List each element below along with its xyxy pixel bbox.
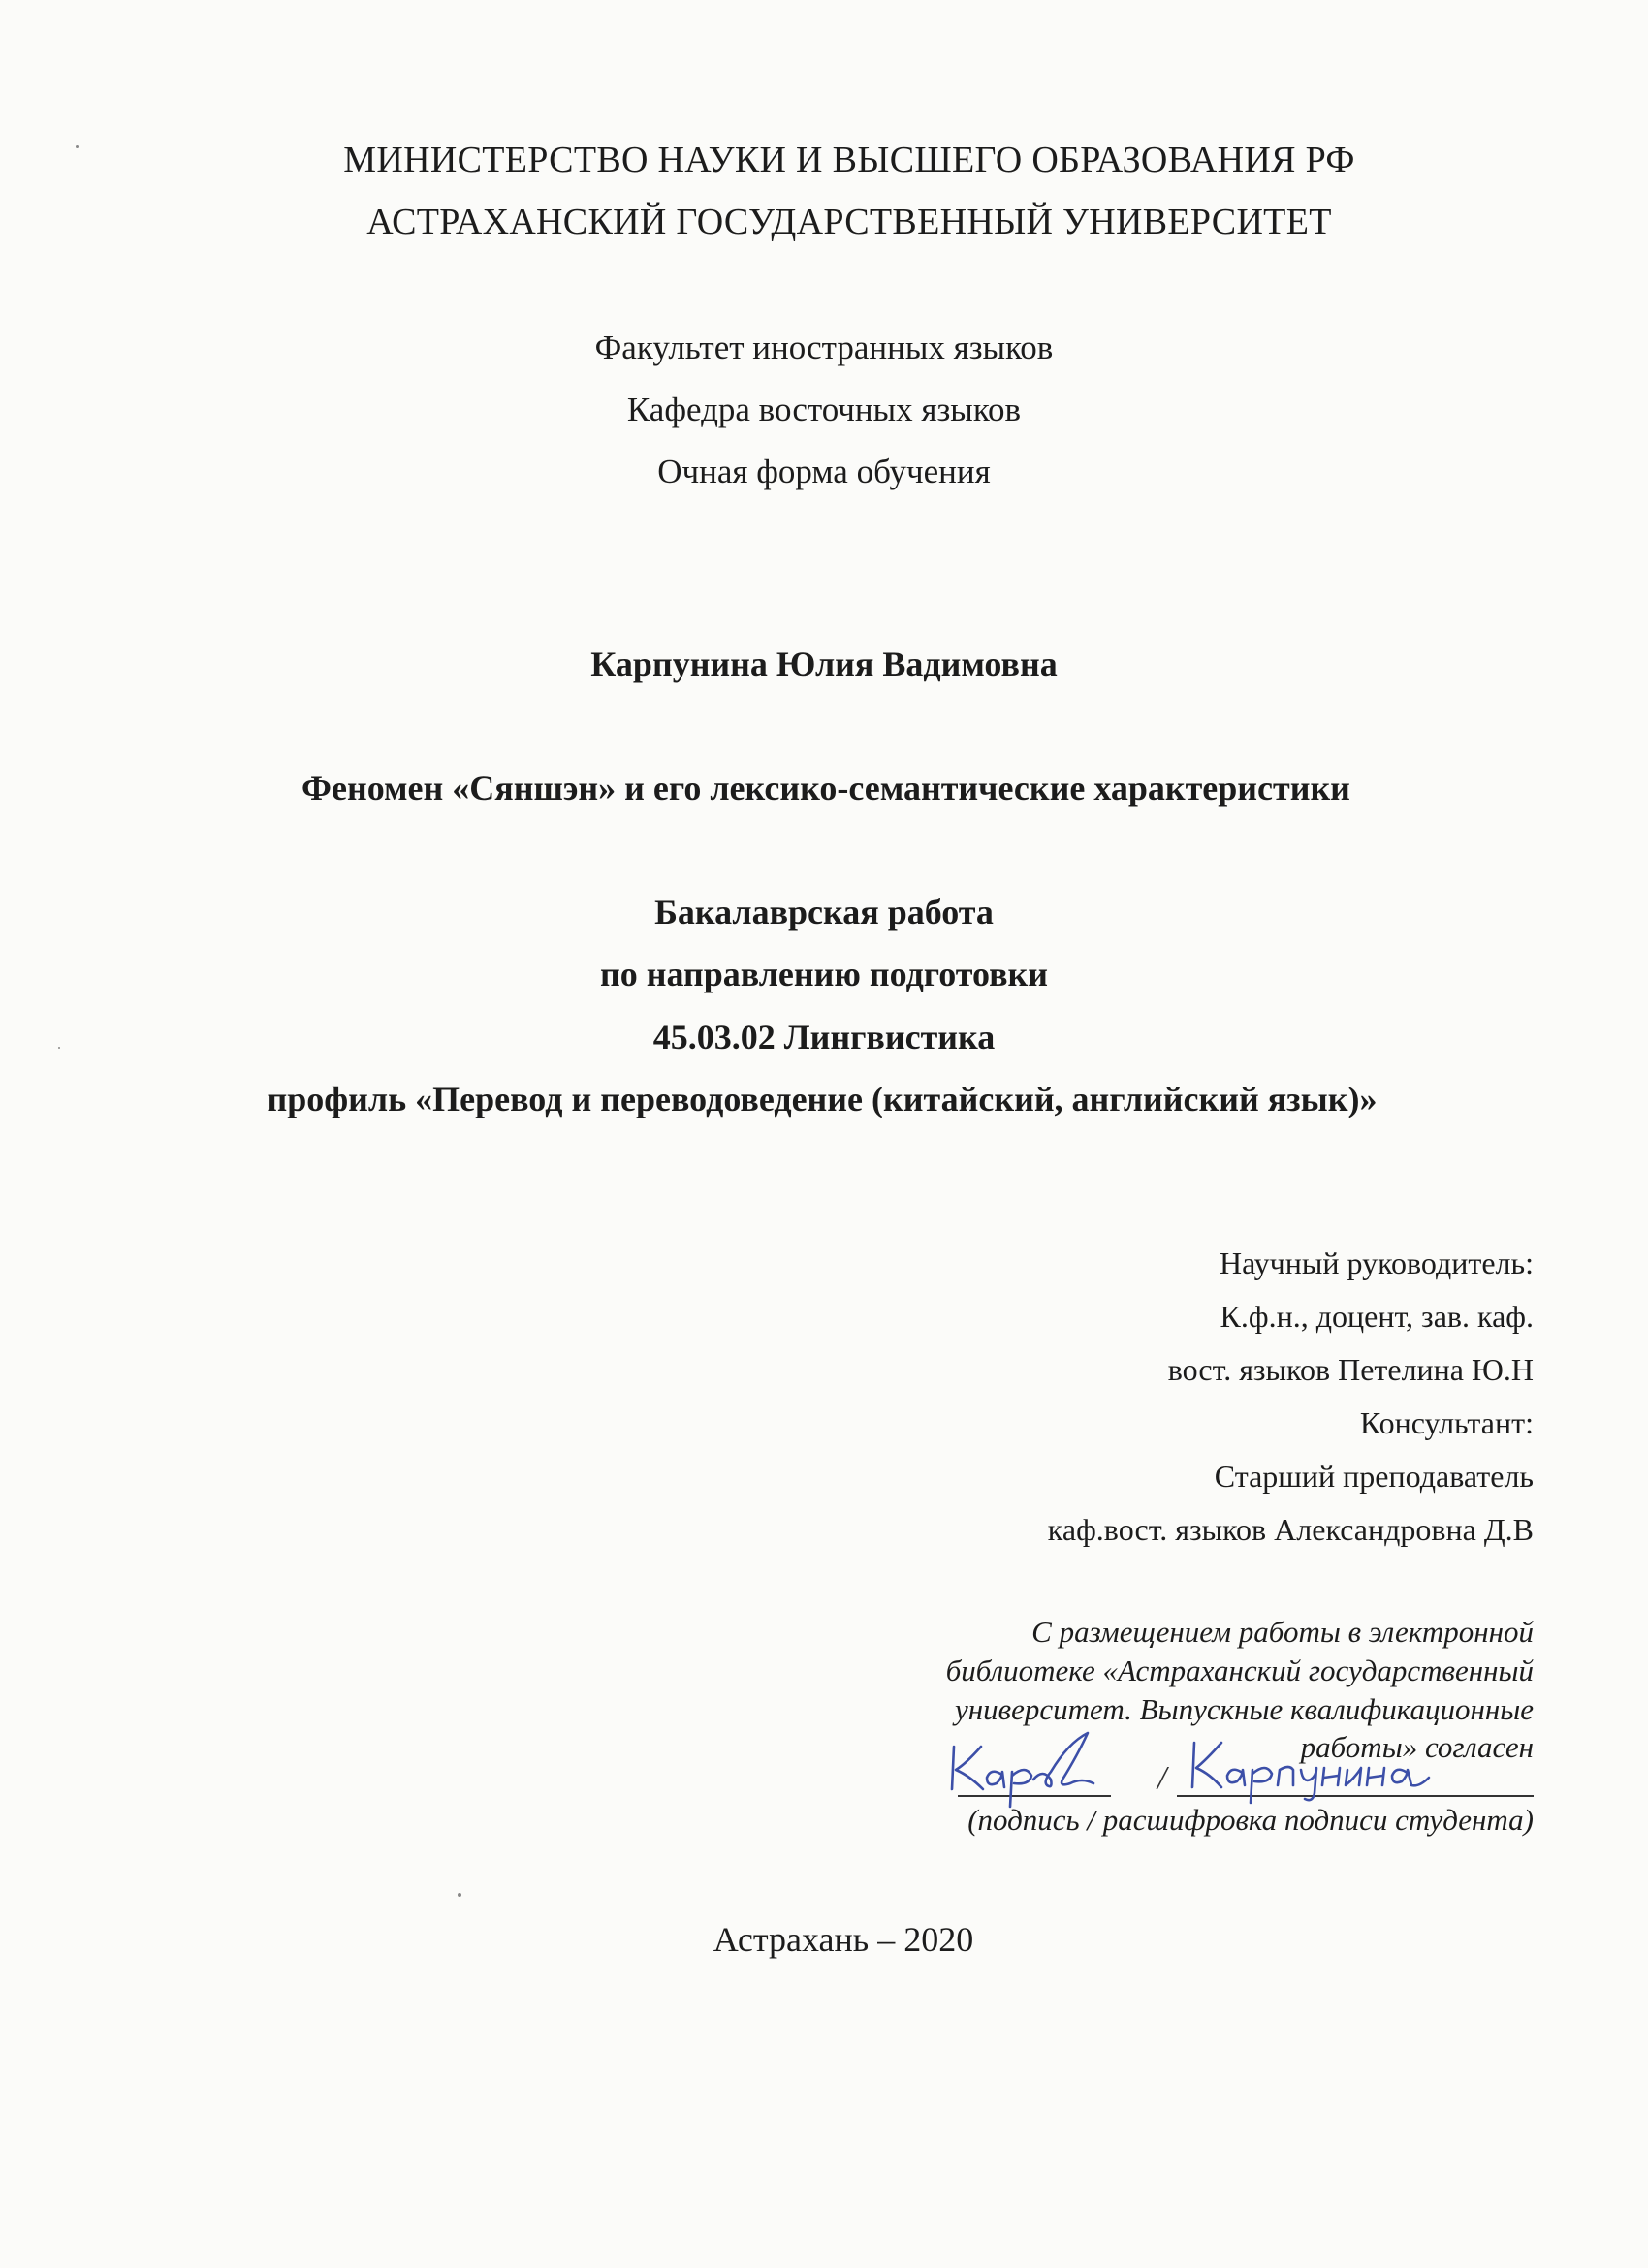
- thesis-title: Феномен «Сяншэн» и его лексико-семантические характеристики: [301, 769, 1350, 807]
- ministry-name: МИНИСТЕРСТВО НАУКИ И ВЫСШЕГО ОБРАЗОВАНИЯ РФ: [343, 140, 1355, 180]
- study-form: Очная форма обучения: [657, 453, 991, 490]
- direction-label: по направлению подготовки: [599, 955, 1049, 993]
- university-name: АСТРАХАНСКИЙ ГОСУДАРСТВЕННЫЙ УНИВЕРСИТЕТ: [366, 202, 1332, 242]
- faculty-name: Факультет иностранных языков: [594, 329, 1054, 366]
- consultant-label: Консультант:: [1359, 1405, 1534, 1440]
- direction-code: 45.03.02 Лингвистика: [652, 1018, 996, 1056]
- supervisor-name: вост. языков Петелина Ю.Н: [1167, 1352, 1534, 1387]
- signature-separator: /: [1157, 1760, 1167, 1796]
- signature-caption: (подпись / расшифровка подписи студента): [967, 1803, 1534, 1837]
- supervisor-title: К.ф.н., доцент, зав. каф.: [1220, 1299, 1534, 1334]
- handwritten-signature: [942, 1725, 1126, 1812]
- consultant-title: Старший преподаватель: [1214, 1459, 1534, 1494]
- scan-speck: [76, 145, 79, 148]
- work-type: Бакалаврская работа: [654, 893, 994, 931]
- author-name: Карпунина Юлия Вадимовна: [590, 645, 1058, 683]
- city-year: Астрахань – 2020: [713, 1920, 974, 1959]
- consent-line-2: библиотеке «Астраханский государственный: [945, 1654, 1534, 1687]
- handwritten-name: [1181, 1729, 1442, 1807]
- scan-speck: [58, 1047, 60, 1049]
- scan-speck: [458, 1893, 461, 1897]
- consent-line-3: университет. Выпускные квалификационные: [955, 1692, 1534, 1726]
- profile-name: профиль «Перевод и переводоведение (китайский, английский язык)»: [267, 1080, 1378, 1118]
- supervisor-label: Научный руководитель:: [1219, 1245, 1534, 1280]
- chair-name: Кафедра восточных языков: [626, 391, 1022, 428]
- consent-line-4: работы» согласен: [1300, 1730, 1534, 1764]
- consent-line-1: С размещением работы в электронной: [1031, 1615, 1534, 1649]
- consultant-name: каф.вост. языков Александровна Д.В: [1047, 1512, 1534, 1547]
